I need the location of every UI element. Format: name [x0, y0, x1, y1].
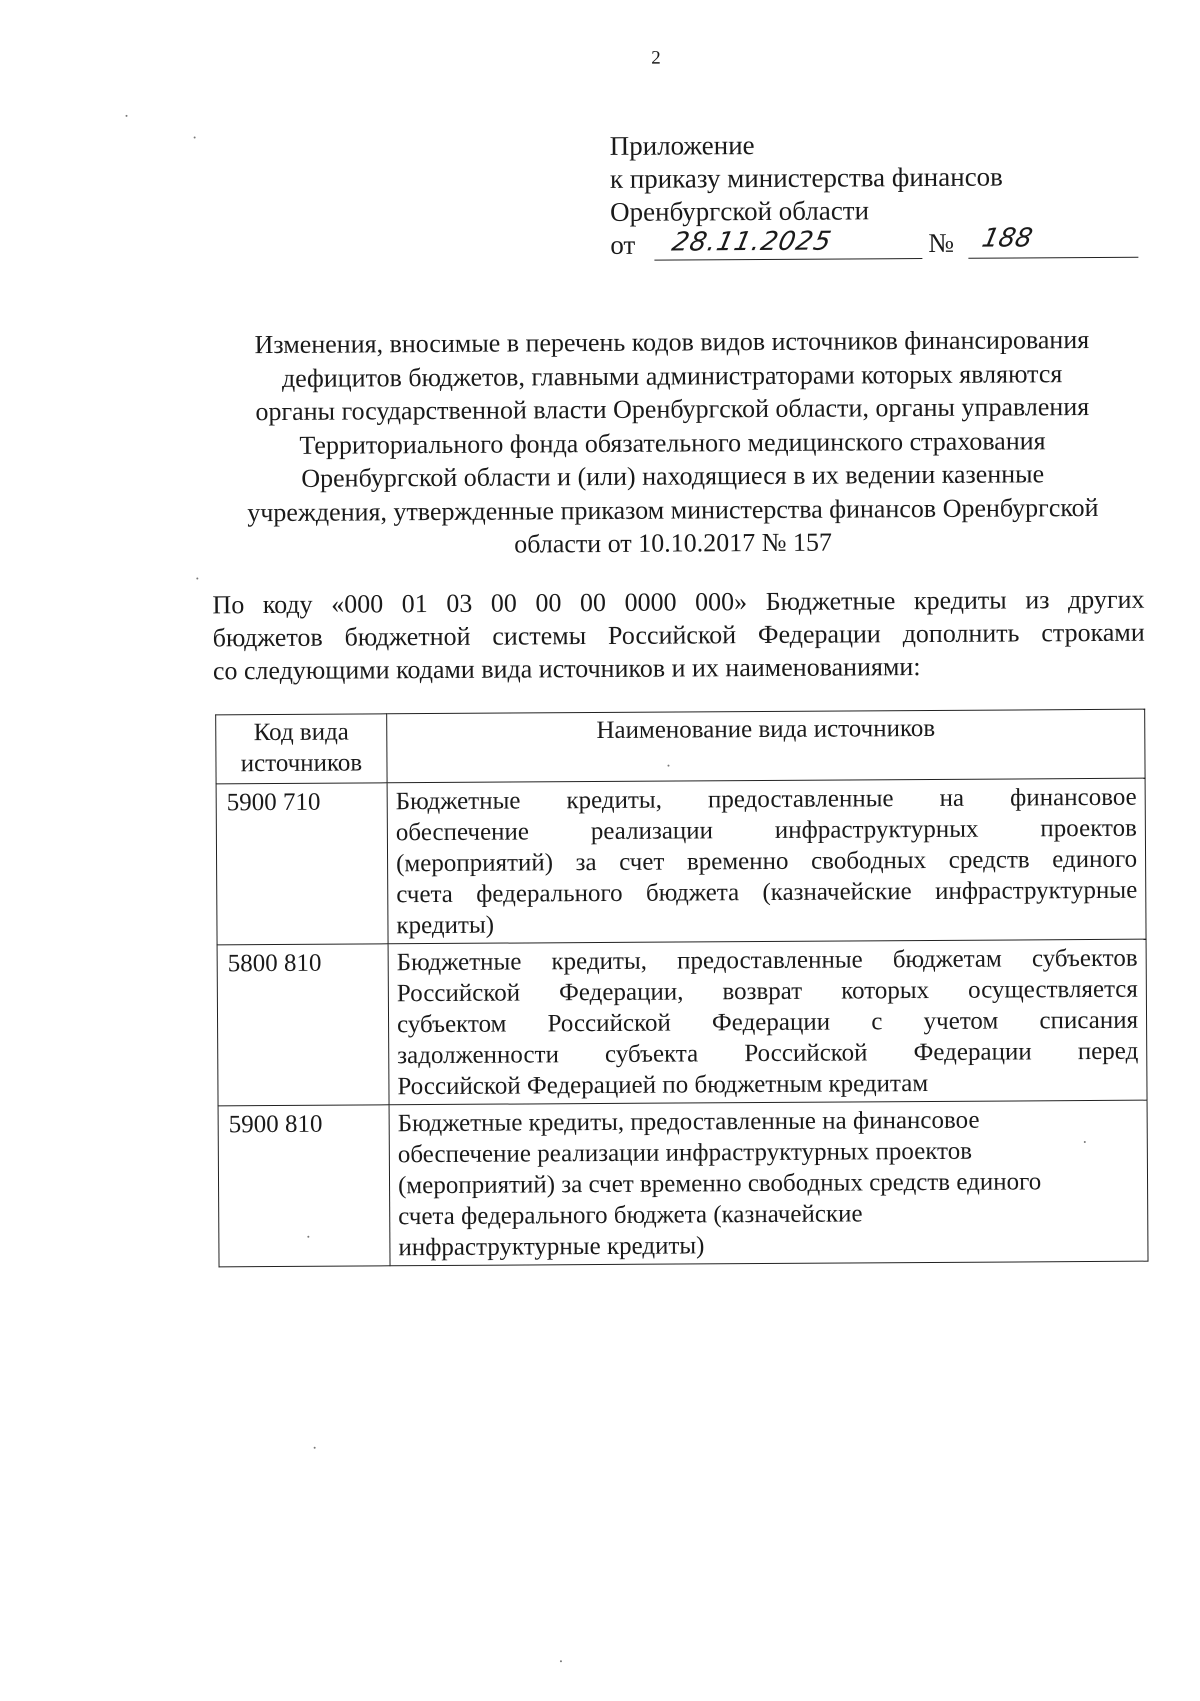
- row-name-line: кредиты): [396, 911, 495, 940]
- scan-speck: [307, 1236, 309, 1238]
- appendix-order-ref: к приказу министерства финансов: [609, 161, 1003, 194]
- row-name: [389, 1100, 1148, 1266]
- scan-speck: [667, 765, 669, 767]
- header-code-line: Код вида: [253, 718, 349, 747]
- row-name-line: Бюджетные кредиты, предоставленные на финансовое: [397, 1106, 980, 1138]
- row-code: 5900 810: [218, 1105, 390, 1267]
- row-name-line: обеспечение реализации инфраструктурных проектов: [395, 814, 1137, 847]
- title-line: учреждения, утвержденные приказом министерства финансов Оренбургской: [247, 492, 1099, 527]
- row-name-line: Российской Федерации, возврат которых осуществляется: [396, 975, 1138, 1008]
- title-line: органы государственной власти Оренбургской области, органы управления: [255, 392, 1090, 427]
- row-name-line: (мероприятий) за счет временно свободных средств единого: [395, 845, 1138, 878]
- table-row: [217, 939, 1147, 1106]
- number-sign: №: [928, 227, 955, 258]
- title-line: области от 10.10.2017 № 157: [514, 527, 833, 559]
- title-line: Территориального фонда обязательного медицинского страхования: [299, 425, 1046, 460]
- scan-speck: [314, 1447, 316, 1449]
- title-line: Изменения, вносимые в перечень кодов видов источников финансирования: [254, 325, 1090, 360]
- row-name: [387, 778, 1146, 944]
- appendix-header: [609, 128, 1036, 263]
- handwritten-date: 28.11.2025: [669, 226, 835, 258]
- intro-line: По коду «000 01 03 00 00 00 0000 000» Бюджетные кредиты из других: [212, 584, 1145, 620]
- row-name-line: инфраструктурные кредиты): [398, 1232, 705, 1262]
- header-code-line: источников: [240, 749, 363, 778]
- header-name: Наименование вида источников: [387, 709, 1145, 783]
- table-row: [216, 778, 1146, 945]
- row-name-line: обеспечение реализации инфраструктурных проектов: [397, 1137, 973, 1169]
- intro-line: бюджетов бюджетной системы Российской Федерации дополнить строками: [212, 617, 1145, 653]
- row-name-line: задолженности субъекта Российской Федерации перед: [397, 1037, 1139, 1070]
- row-code: 5900 710: [216, 783, 388, 945]
- scan-speck: [126, 115, 128, 117]
- page-number: 2: [651, 47, 661, 69]
- table-header-row: [216, 709, 1145, 784]
- document-title: [207, 323, 1138, 563]
- title-line: дефицитов бюджетов, главными администраторами которых являются: [281, 358, 1063, 393]
- row-code: 5800 810: [217, 944, 389, 1106]
- row-name-line: счета федерального бюджета (казначейские инфраструктурные: [396, 876, 1138, 909]
- date-prefix: от: [610, 229, 636, 260]
- row-name-line: Российской Федерацией по бюджетным кредитам: [397, 1070, 929, 1101]
- title-line: Оренбургской области и (или) находящиеся в их ведении казенные: [301, 459, 1045, 493]
- row-name-line: Бюджетные кредиты, предоставленные бюджетам субъектов: [396, 944, 1138, 977]
- table-row: [218, 1100, 1148, 1267]
- handwritten-number: 188: [979, 223, 1036, 254]
- intro-paragraph: [212, 583, 1145, 688]
- row-name-line: (мероприятий) за счет временно свободных средств единого: [397, 1168, 1042, 1200]
- row-name-line: субъектом Российской Федерации с учетом списания: [396, 1006, 1139, 1039]
- intro-line: со следующими кодами вида источников и их наименованиями:: [212, 652, 921, 686]
- appendix-date-row: [610, 223, 1036, 263]
- header-code: [216, 714, 387, 784]
- source-codes-table: [215, 709, 1148, 1268]
- scan-speck: [560, 1660, 562, 1662]
- row-name: [388, 939, 1147, 1105]
- row-name-line: счета федерального бюджета (казначейские: [398, 1200, 863, 1231]
- scan-speck: [196, 577, 198, 579]
- appendix-region: Оренбургской области: [610, 195, 870, 227]
- scan-speck: [1084, 1141, 1086, 1143]
- appendix-title: Приложение: [609, 130, 755, 161]
- number-underline: [968, 257, 1138, 259]
- scan-speck: [194, 136, 196, 138]
- row-name-line: Бюджетные кредиты, предоставленные на финансовое: [395, 783, 1137, 816]
